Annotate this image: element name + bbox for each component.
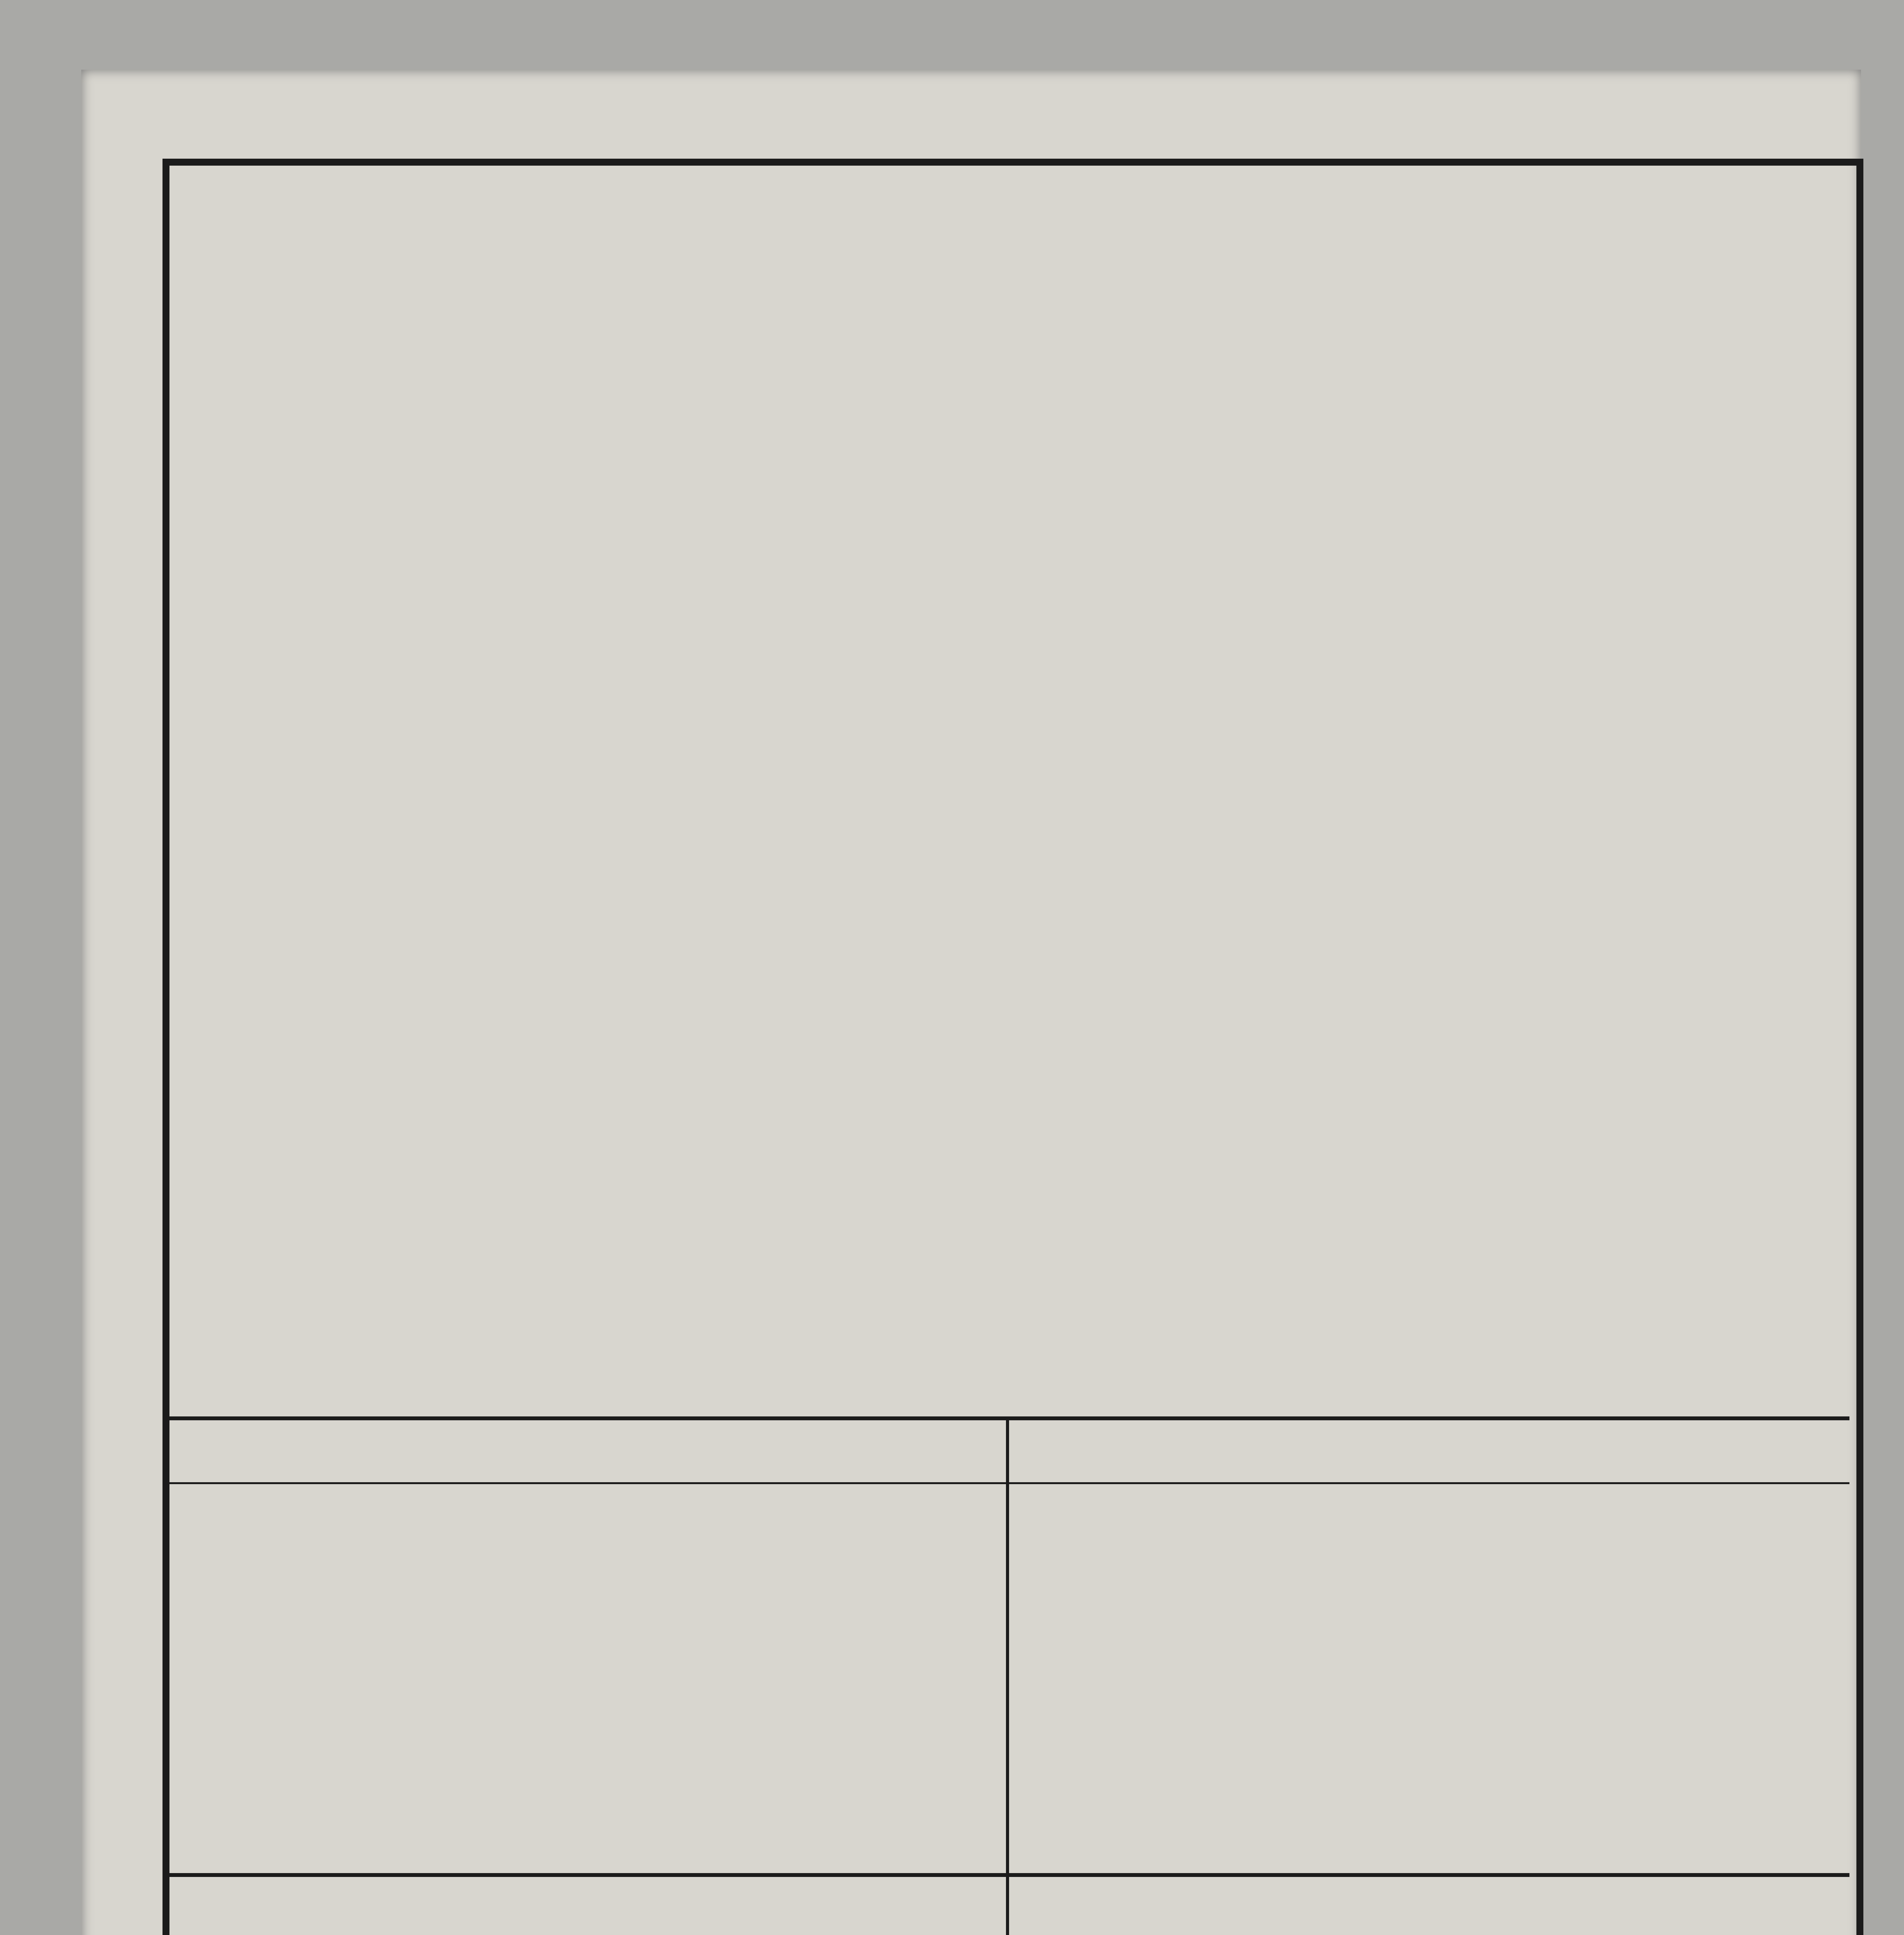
divider-changes [166,1873,1849,1877]
main-frame [163,159,1863,1935]
rachetees-rule [166,1482,1006,1484]
divider-center [1006,1416,1009,1935]
cotations-rule [1008,1482,1849,1484]
